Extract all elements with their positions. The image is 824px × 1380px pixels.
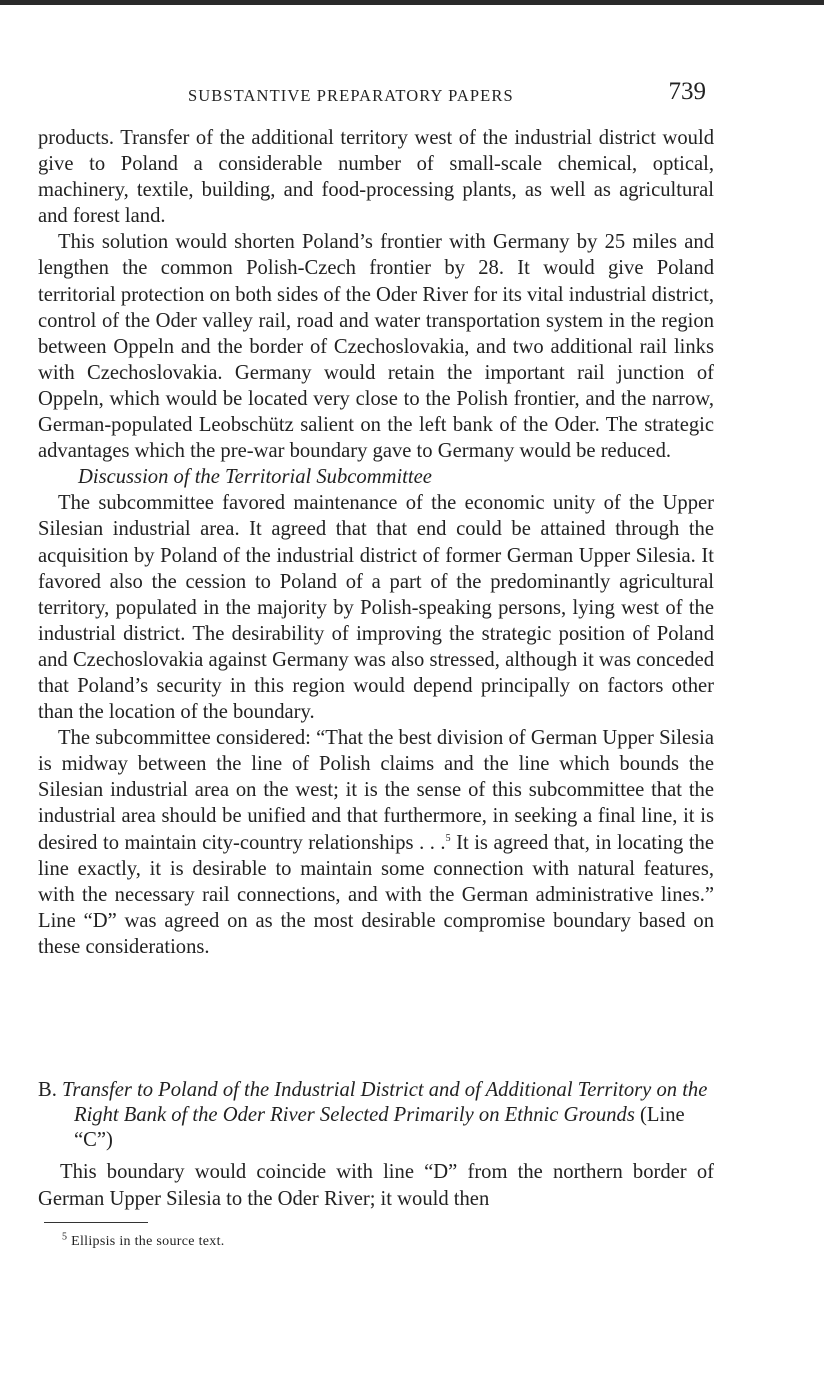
section-b-paragraph: This boundary would coincide with line “D” from the northern border of German Upper Silesia to the Oder River; it would then bbox=[38, 1161, 714, 1210]
quote-part-two: It is agreed that, in locating the line exactly, it is desirable to maintain some connection with natural features, with the necessary rail connections, and with the German administrative lines.” Line “D” was agreed on as the most desirable compromise boundary based on these considerations. bbox=[38, 831, 714, 958]
page-header bbox=[38, 78, 714, 114]
quote-part-one: The subcommittee considered: “That the best division of German Upper Silesia is midway between the line of Polish claims and the line which bounds the Silesian industrial area on the west; it is the sense of this subcommittee that the industrial area should be unified and that furthermore, in seeking a final line, it is desired to maintain city-country relationships . . . bbox=[38, 727, 714, 854]
paragraph-subcommittee-considered bbox=[38, 725, 714, 960]
section-b-line-label: (Line “C”) bbox=[74, 1104, 685, 1151]
subheading-discussion: Discussion of the Territorial Subcommittee bbox=[78, 466, 432, 489]
footnote-text: Ellipsis in the source text. bbox=[71, 1234, 225, 1249]
top-edge-rule bbox=[0, 0, 824, 5]
section-b-heading bbox=[38, 1078, 714, 1153]
footnote bbox=[62, 1231, 225, 1250]
footnote-rule bbox=[44, 1222, 148, 1223]
paragraph-frontier: This solution would shorten Poland’s frontier with Germany by 25 miles and lengthen the common Polish-Czech frontier by 28. It would give Poland territorial protection on both sides of the Oder River for its vital industrial district, control of the Oder valley rail, road and water transportation system in the region between Oppeln and the border of Czechoslovakia, and two additional rail links with Czechoslovakia. Germany would retain the important rail junction of Oppeln, which would be located very close to the Polish frontier, and the narrow, German-populated Leobschütz salient on the left bank of the Oder. The strategic advantages which the pre-war boundary gave to Germany would be reduced. bbox=[38, 231, 715, 463]
paragraph-continuation: products. Transfer of the additional territory west of the industrial district would give to Poland a considerable number of small-scale chemical, optical, machinery, textile, building, and food-processing plants, as well as agricultural and forest land. bbox=[38, 127, 714, 228]
section-b-title: Transfer to Poland of the Industrial District and of Additional Territory on the Right Bank of the Oder River Selected Primarily on Ethnic Grounds bbox=[62, 1079, 708, 1126]
page-number: 739 bbox=[668, 78, 706, 105]
footnote-marker: 5 bbox=[62, 1231, 68, 1243]
section-b-label: B. bbox=[38, 1079, 57, 1101]
footnote-reference: 5 bbox=[445, 832, 451, 844]
body-text-block bbox=[38, 125, 714, 960]
paragraph-subcommittee-favored: The subcommittee favored maintenance of the economic unity of the Upper Silesian industrial area. It agreed that that end could be attained through the acquisition by Poland of the industrial district of former German Upper Silesia. It favored also the cession to Poland of a part of the predominantly agricultural territory, populated in the majority by Polish-speaking persons, lying west of the industrial district. The desirability of improving the strategic position of Poland and Czechoslovakia against Germany was also stressed, although it was conceded that Poland’s security in this region would depend principally on factors other than the location of the boundary. bbox=[38, 492, 714, 724]
running-head: SUBSTANTIVE PREPARATORY PAPERS bbox=[188, 86, 514, 105]
section-b-body bbox=[38, 1159, 714, 1212]
